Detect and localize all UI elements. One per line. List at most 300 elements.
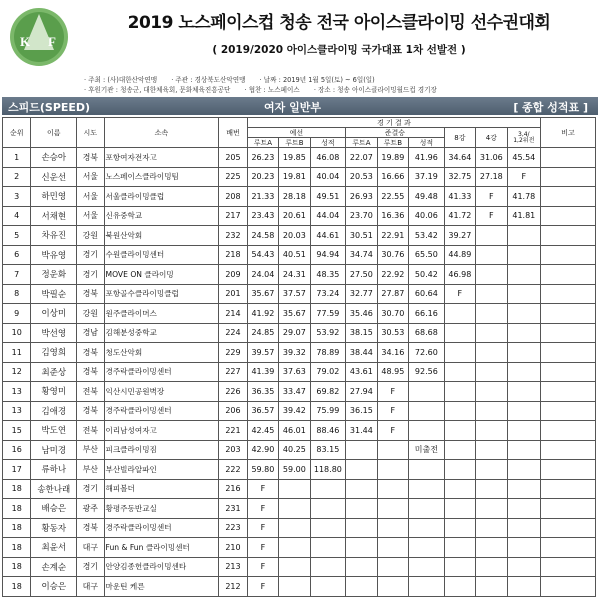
cell-rank: 2 <box>3 167 31 187</box>
cell-semi-score: 65.50 <box>409 245 445 265</box>
header-final <box>507 128 541 148</box>
cell-bib: 208 <box>219 187 247 207</box>
cell-rank: 18 <box>3 518 31 538</box>
event-info-line2 <box>84 84 600 94</box>
cell-top4 <box>476 382 507 402</box>
cell-name: 손계순 <box>31 557 77 577</box>
table-row <box>3 245 596 265</box>
cell-semi-score: 49.48 <box>409 187 445 207</box>
cell-final: F <box>507 167 541 187</box>
cell-semi-route-b <box>377 518 408 538</box>
table-row <box>3 538 596 558</box>
cell-bib: 222 <box>219 460 247 480</box>
cell-club: 청도산악회 <box>104 343 219 363</box>
cell-remarks <box>541 362 596 382</box>
cell-prelim-route-b: 19.81 <box>279 167 310 187</box>
cell-prelim-route-a: 24.85 <box>247 323 278 343</box>
cell-name: 손승아 <box>31 148 77 168</box>
cell-semi-route-b: 22.92 <box>377 265 408 285</box>
cell-prelim-score <box>310 538 346 558</box>
cell-remarks <box>541 148 596 168</box>
cell-remarks <box>541 343 596 363</box>
cell-prelim-route-a: 24.04 <box>247 265 278 285</box>
cell-bib: 225 <box>219 167 247 187</box>
cell-prelim-route-b: 29.07 <box>279 323 310 343</box>
cell-top8 <box>444 440 475 460</box>
cell-semi-score: 미출전 <box>409 440 445 460</box>
cell-prelim-route-a: 36.57 <box>247 401 278 421</box>
header-bib: 배번 <box>219 118 247 148</box>
cell-prelim-score: 79.02 <box>310 362 346 382</box>
cell-final <box>507 362 541 382</box>
cell-semi-score: 60.64 <box>409 284 445 304</box>
cell-semi-score <box>409 499 445 519</box>
cell-rank: 9 <box>3 304 31 324</box>
cell-semi-score <box>409 401 445 421</box>
cell-semi-route-b <box>377 577 408 597</box>
cell-semi-route-a <box>346 440 377 460</box>
cell-bib: 213 <box>219 557 247 577</box>
cell-top4 <box>476 245 507 265</box>
cell-final: 41.81 <box>507 206 541 226</box>
cell-region: 경북 <box>77 518 104 538</box>
cell-semi-route-b: 30.76 <box>377 245 408 265</box>
cell-semi-route-a <box>346 499 377 519</box>
cell-semi-route-b: 48.95 <box>377 362 408 382</box>
cell-prelim-route-a: F <box>247 479 278 499</box>
cell-bib: 206 <box>219 401 247 421</box>
cell-rank: 3 <box>3 187 31 207</box>
cell-remarks <box>541 557 596 577</box>
cell-remarks <box>541 167 596 187</box>
cell-semi-score: 92.56 <box>409 362 445 382</box>
table-row <box>3 167 596 187</box>
cell-remarks <box>541 401 596 421</box>
cell-semi-score <box>409 421 445 441</box>
cell-semi-route-b: 30.53 <box>377 323 408 343</box>
cell-prelim-route-a: F <box>247 577 278 597</box>
cell-region: 경북 <box>77 284 104 304</box>
cell-prelim-route-a: F <box>247 518 278 538</box>
page-title: 2019 노스페이스컵 청송 전국 아이스클라이밍 선수권대회 <box>127 13 551 33</box>
cell-remarks <box>541 577 596 597</box>
cell-prelim-score <box>310 577 346 597</box>
cell-semi-score <box>409 518 445 538</box>
results-table <box>2 117 596 597</box>
cell-prelim-route-a: F <box>247 557 278 577</box>
cell-remarks <box>541 382 596 402</box>
cell-final <box>507 284 541 304</box>
cell-region: 경북 <box>77 401 104 421</box>
cell-prelim-score: 46.08 <box>310 148 346 168</box>
cell-prelim-route-b: 40.25 <box>279 440 310 460</box>
cell-final <box>507 538 541 558</box>
cell-region: 대구 <box>77 577 104 597</box>
cell-prelim-route-b: 33.47 <box>279 382 310 402</box>
table-row <box>3 265 596 285</box>
cell-bib: 212 <box>219 577 247 597</box>
table-row <box>3 440 596 460</box>
cell-prelim-route-a: 42.90 <box>247 440 278 460</box>
header-results: 경 기 결 과 <box>247 118 540 128</box>
svg-text:F: F <box>48 34 56 49</box>
cell-prelim-score: 44.61 <box>310 226 346 246</box>
cell-prelim-route-b: 19.85 <box>279 148 310 168</box>
cell-name: 송한나래 <box>31 479 77 499</box>
cell-top8 <box>444 538 475 558</box>
cell-rank: 16 <box>3 440 31 460</box>
table-row <box>3 577 596 597</box>
cell-top4 <box>476 518 507 538</box>
cell-prelim-route-a: 21.33 <box>247 187 278 207</box>
table-row <box>3 382 596 402</box>
cell-semi-route-b <box>377 479 408 499</box>
cell-semi-route-a: 36.15 <box>346 401 377 421</box>
header-name: 이름 <box>31 118 77 148</box>
cell-top4 <box>476 401 507 421</box>
cell-bib: 221 <box>219 421 247 441</box>
cell-semi-route-b: 16.66 <box>377 167 408 187</box>
cell-top4 <box>476 226 507 246</box>
cell-final: 41.78 <box>507 187 541 207</box>
cell-club: 노스페이스클라이밍팀 <box>104 167 219 187</box>
cell-name: 정운화 <box>31 265 77 285</box>
cell-bib: 226 <box>219 382 247 402</box>
cell-region: 경기 <box>77 557 104 577</box>
cell-remarks <box>541 518 596 538</box>
cell-semi-score: 68.68 <box>409 323 445 343</box>
cell-prelim-route-a: 41.92 <box>247 304 278 324</box>
cell-semi-route-a <box>346 479 377 499</box>
cell-prelim-route-b: 24.31 <box>279 265 310 285</box>
cell-prelim-score: 78.89 <box>310 343 346 363</box>
table-row <box>3 187 596 207</box>
cell-semi-route-a: 20.53 <box>346 167 377 187</box>
cell-semi-score <box>409 538 445 558</box>
cell-name: 서채현 <box>31 206 77 226</box>
cell-bib: 203 <box>219 440 247 460</box>
cell-prelim-route-a: F <box>247 499 278 519</box>
cell-top4 <box>476 499 507 519</box>
cell-name: 김애경 <box>31 401 77 421</box>
cell-semi-score: 41.96 <box>409 148 445 168</box>
cell-club: 안양김종헌클라이밍센타 <box>104 557 219 577</box>
cell-final: 45.54 <box>507 148 541 168</box>
cell-club: 마운틴 케른 <box>104 577 219 597</box>
cell-prelim-score: 44.04 <box>310 206 346 226</box>
cell-name: 김영희 <box>31 343 77 363</box>
header-prelim-route-b: 루트B <box>279 138 310 148</box>
header-final-text: 3,4/ 1,2위전 <box>513 130 535 144</box>
cell-rank: 12 <box>3 362 31 382</box>
header-prelim: 예선 <box>247 128 345 138</box>
cell-remarks <box>541 323 596 343</box>
cell-club: 경주락클라이밍센터 <box>104 518 219 538</box>
host: · 주관 : 경상북도산악연맹 <box>171 76 246 84</box>
cell-semi-route-b <box>377 557 408 577</box>
cell-semi-route-a: 31.44 <box>346 421 377 441</box>
cell-top8 <box>444 343 475 363</box>
organizer: · 주최 : (사)대한산악연맹 <box>84 76 158 84</box>
cell-top4 <box>476 304 507 324</box>
header-prelim-route-a: 루트A <box>247 138 278 148</box>
cell-semi-route-a <box>346 538 377 558</box>
cell-prelim-route-b: 40.51 <box>279 245 310 265</box>
cell-semi-route-a: 27.94 <box>346 382 377 402</box>
cell-bib: 232 <box>219 226 247 246</box>
cell-remarks <box>541 440 596 460</box>
cell-top4 <box>476 460 507 480</box>
cell-prelim-score: 53.92 <box>310 323 346 343</box>
cell-remarks <box>541 245 596 265</box>
cell-semi-score: 53.42 <box>409 226 445 246</box>
cell-region: 전북 <box>77 382 104 402</box>
cell-top8 <box>444 323 475 343</box>
cell-rank: 4 <box>3 206 31 226</box>
header-semi-score: 성적 <box>409 138 445 148</box>
cell-top8 <box>444 401 475 421</box>
cell-prelim-route-a: 59.80 <box>247 460 278 480</box>
cell-semi-score <box>409 460 445 480</box>
cell-region: 경기 <box>77 479 104 499</box>
cell-semi-route-b: F <box>377 382 408 402</box>
cell-region: 서울 <box>77 206 104 226</box>
cell-club: 익산시민공원벽장 <box>104 382 219 402</box>
cell-final <box>507 440 541 460</box>
discipline-label: 스피드(SPEED) <box>8 101 91 114</box>
cell-prelim-route-b: 46.01 <box>279 421 310 441</box>
cell-name: 박유영 <box>31 245 77 265</box>
header-top4: 4강 <box>476 128 507 148</box>
cell-top8 <box>444 421 475 441</box>
cell-prelim-route-a: 36.35 <box>247 382 278 402</box>
cell-semi-route-a <box>346 460 377 480</box>
table-row <box>3 206 596 226</box>
cell-club: 수원클라이밍센터 <box>104 245 219 265</box>
cell-top4 <box>476 362 507 382</box>
cell-top8 <box>444 499 475 519</box>
cell-semi-route-a: 32.77 <box>346 284 377 304</box>
cell-semi-score <box>409 479 445 499</box>
cell-rank: 8 <box>3 284 31 304</box>
table-row <box>3 499 596 519</box>
cell-name: 황영미 <box>31 382 77 402</box>
cell-region: 서울 <box>77 167 104 187</box>
cell-final <box>507 382 541 402</box>
cell-final <box>507 479 541 499</box>
cell-bib: 231 <box>219 499 247 519</box>
table-row <box>3 226 596 246</box>
cell-region: 경기 <box>77 245 104 265</box>
category-banner <box>2 97 598 115</box>
cell-top4: 31.06 <box>476 148 507 168</box>
cell-top8 <box>444 577 475 597</box>
cell-semi-score <box>409 382 445 402</box>
cell-club: 북원산악회 <box>104 226 219 246</box>
cell-bib: 209 <box>219 265 247 285</box>
cell-club: 피크클라이밍짐 <box>104 440 219 460</box>
cell-prelim-score: 118.80 <box>310 460 346 480</box>
cell-prelim-score <box>310 479 346 499</box>
cell-semi-route-b <box>377 460 408 480</box>
table-row <box>3 421 596 441</box>
cell-final <box>507 323 541 343</box>
cell-name: 박도연 <box>31 421 77 441</box>
cell-remarks <box>541 284 596 304</box>
cell-top8 <box>444 304 475 324</box>
cell-club: 서울클라이밍클럽 <box>104 187 219 207</box>
cell-club: 황평주동반교실 <box>104 499 219 519</box>
table-row <box>3 479 596 499</box>
cell-prelim-score <box>310 499 346 519</box>
cell-rank: 18 <box>3 577 31 597</box>
cell-region: 경기 <box>77 265 104 285</box>
cell-semi-route-a <box>346 518 377 538</box>
cell-top4 <box>476 343 507 363</box>
cell-prelim-route-b <box>279 499 310 519</box>
cell-top8 <box>444 382 475 402</box>
cell-prelim-score <box>310 557 346 577</box>
cell-prelim-route-a: F <box>247 538 278 558</box>
cell-prelim-route-a: 26.23 <box>247 148 278 168</box>
federation-logo <box>6 6 72 68</box>
cell-prelim-route-a: 42.45 <box>247 421 278 441</box>
cell-prelim-route-b: 39.42 <box>279 401 310 421</box>
cell-top4 <box>476 265 507 285</box>
cell-prelim-route-b: 37.63 <box>279 362 310 382</box>
cell-rank: 13 <box>3 401 31 421</box>
cell-region: 강원 <box>77 304 104 324</box>
cell-bib: 223 <box>219 518 247 538</box>
cell-semi-score: 50.42 <box>409 265 445 285</box>
cell-top8 <box>444 460 475 480</box>
cell-region: 경남 <box>77 323 104 343</box>
cell-name: 박선영 <box>31 323 77 343</box>
table-row <box>3 518 596 538</box>
cell-semi-route-a: 30.51 <box>346 226 377 246</box>
cell-rank: 7 <box>3 265 31 285</box>
header-rank: 순위 <box>3 118 31 148</box>
cell-final <box>507 518 541 538</box>
cell-club: 부산빌라알파인 <box>104 460 219 480</box>
cell-rank: 1 <box>3 148 31 168</box>
cell-top4 <box>476 557 507 577</box>
cell-top4 <box>476 440 507 460</box>
header-club: 소속 <box>104 118 219 148</box>
cell-top4 <box>476 323 507 343</box>
cell-region: 광주 <box>77 499 104 519</box>
cell-final <box>507 343 541 363</box>
cell-semi-route-a: 38.15 <box>346 323 377 343</box>
page-subtitle: ( 2019/2020 아이스클라이밍 국가대표 1차 선발전 ) <box>212 44 466 56</box>
cell-top4 <box>476 577 507 597</box>
cell-remarks <box>541 265 596 285</box>
cell-remarks <box>541 499 596 519</box>
cell-remarks <box>541 460 596 480</box>
cell-final <box>507 265 541 285</box>
cell-top4 <box>476 538 507 558</box>
cell-region: 전북 <box>77 421 104 441</box>
cell-top8: 46.98 <box>444 265 475 285</box>
cell-prelim-route-a: 20.23 <box>247 167 278 187</box>
cell-remarks <box>541 226 596 246</box>
cell-region: 대구 <box>77 538 104 558</box>
cell-prelim-score: 49.51 <box>310 187 346 207</box>
table-row <box>3 343 596 363</box>
cell-club: 신유중학교 <box>104 206 219 226</box>
cell-rank: 18 <box>3 499 31 519</box>
cell-semi-route-b: 22.55 <box>377 187 408 207</box>
cell-name: 최윤서 <box>31 538 77 558</box>
cell-prelim-route-b <box>279 518 310 538</box>
cell-prelim-score: 83.15 <box>310 440 346 460</box>
cell-top8: 44.89 <box>444 245 475 265</box>
cell-region: 서울 <box>77 187 104 207</box>
cell-prelim-route-a: 41.39 <box>247 362 278 382</box>
cell-name: 황동자 <box>31 518 77 538</box>
cell-bib: 210 <box>219 538 247 558</box>
cell-rank: 17 <box>3 460 31 480</box>
table-row <box>3 148 596 168</box>
cell-semi-route-b: 16.36 <box>377 206 408 226</box>
cell-top8 <box>444 479 475 499</box>
svg-text:K: K <box>20 34 31 49</box>
cell-region: 부산 <box>77 440 104 460</box>
cell-semi-score: 40.06 <box>409 206 445 226</box>
cell-bib: 216 <box>219 479 247 499</box>
cell-rank: 5 <box>3 226 31 246</box>
cell-prelim-route-b: 35.67 <box>279 304 310 324</box>
cell-top8: 32.75 <box>444 167 475 187</box>
event-info-line1 <box>84 74 600 84</box>
cell-name: 남미경 <box>31 440 77 460</box>
cell-rank: 18 <box>3 538 31 558</box>
cell-prelim-route-b: 20.03 <box>279 226 310 246</box>
cell-bib: 201 <box>219 284 247 304</box>
cell-semi-route-b: 22.91 <box>377 226 408 246</box>
cell-semi-score: 72.60 <box>409 343 445 363</box>
cell-prelim-route-b: 20.61 <box>279 206 310 226</box>
cell-remarks <box>541 206 596 226</box>
cell-semi-route-b: 19.89 <box>377 148 408 168</box>
cell-bib: 229 <box>219 343 247 363</box>
cell-club: 포항여자전자고 <box>104 148 219 168</box>
cell-prelim-route-a: 35.67 <box>247 284 278 304</box>
cell-bib: 218 <box>219 245 247 265</box>
cell-prelim-route-a: 23.43 <box>247 206 278 226</box>
cell-semi-route-b <box>377 538 408 558</box>
cell-semi-route-a <box>346 557 377 577</box>
cell-top4: 27.18 <box>476 167 507 187</box>
cell-name: 차유진 <box>31 226 77 246</box>
cell-prelim-route-b: 37.57 <box>279 284 310 304</box>
cell-rank: 18 <box>3 479 31 499</box>
cell-remarks <box>541 304 596 324</box>
cell-name: 신운선 <box>31 167 77 187</box>
header-semi-route-a: 루트A <box>346 138 377 148</box>
cell-club: 원주클라이머스 <box>104 304 219 324</box>
cell-semi-route-a: 22.07 <box>346 148 377 168</box>
cell-bib: 224 <box>219 323 247 343</box>
cell-semi-score: 37.19 <box>409 167 445 187</box>
division-label: 여자 일반부 <box>264 101 321 114</box>
cell-name: 류하나 <box>31 460 77 480</box>
cell-semi-route-b <box>377 499 408 519</box>
cell-semi-route-b: 30.70 <box>377 304 408 324</box>
cell-club: MOVE ON 클라이밍 <box>104 265 219 285</box>
cell-semi-route-b <box>377 440 408 460</box>
cell-semi-route-a: 26.93 <box>346 187 377 207</box>
